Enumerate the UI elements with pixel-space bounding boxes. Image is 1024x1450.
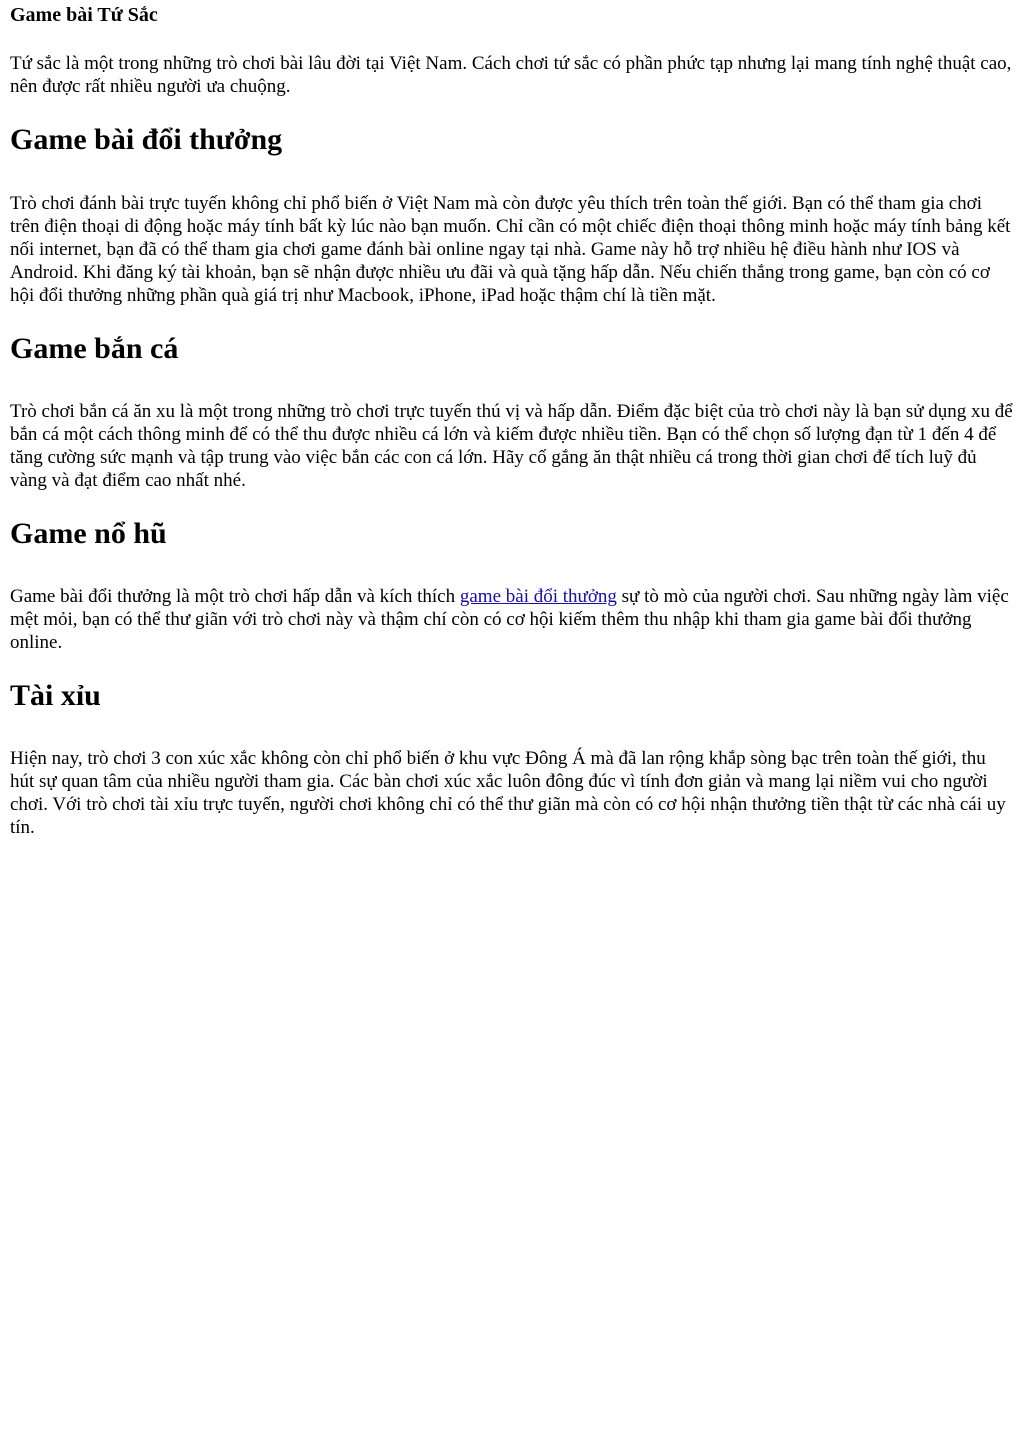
intro-title: Game bài Tứ Sắc: [10, 4, 158, 26]
section-heading-doi-thuong: Game bài đổi thưởng: [10, 123, 283, 156]
section-heading-ban-ca: Game bắn cá: [10, 332, 179, 365]
section-paragraph-tai-xiu: Hiện nay, trò chơi 3 con xúc xắc không còn chỉ phổ biến ở khu vực Đông Á mà đã lan rộng khắp sòng bạc trên toàn thế giới, thu hút sự quan tâm của nhiều người tham gia. Các bàn chơi xúc xắc luôn đông đúc vì tính đơn giản và mang lại niềm vui cho người chơi. Với trò chơi tài xỉu trực tuyến, người chơi không chỉ có thể thư giãn mà còn có cơ hội nhận thưởng tiền thật từ các nhà cái uy tín.: [10, 748, 1006, 838]
section-heading-no-hu: Game nổ hũ: [10, 517, 167, 550]
section-paragraph-doi-thuong: Trò chơi đánh bài trực tuyến không chỉ phổ biến ở Việt Nam mà còn được yêu thích trên toàn thế giới. Bạn có thể tham gia chơi trên điện thoại di động hoặc máy tính bất kỳ lúc nào bạn muốn. Chỉ cần có một chiếc điện thoại thông minh hoặc máy tính bảng kết nối internet, bạn đã có thể tham gia chơi game đánh bài online ngay tại nhà. Game này hỗ trợ nhiều hệ điều hành như IOS và Android. Khi đăng ký tài khoản, bạn sẽ nhận được nhiều ưu đãi và quà tặng hấp dẫn. Nếu chiến thắng trong game, bạn còn có cơ hội đổi thưởng những phần quà giá trị như Macbook, iPhone, iPad hoặc thậm chí là tiền mặt.: [10, 193, 1011, 306]
game-bai-doi-thuong-link[interactable]: game bài đổi thưởng: [459, 586, 617, 607]
no-hu-text-before: Game bài đổi thưởng là một trò chơi hấp dẫn và kích thích: [10, 586, 460, 607]
section-paragraph-ban-ca: Trò chơi bắn cá ăn xu là một trong những trò chơi trực tuyến thú vị và hấp dẫn. Điểm đặc biệt của trò chơi này là bạn sử dụng xu để bắn cá một cách thông minh để có thể thu được nhiều cá lớn và kiếm được nhiều tiền. Bạn có thể chọn số lượng đạn từ 1 đến 4 để tăng cường sức mạnh và tập trung vào việc bắn các con cá lớn. Hãy cố gắng ăn thật nhiều cá trong thời gian chơi để tích luỹ đủ vàng và đạt điểm cao nhất nhé.: [10, 401, 1013, 491]
section-paragraph-no-hu: [10, 585, 1014, 654]
section-heading-tai-xiu: Tài xỉu: [10, 679, 101, 712]
intro-paragraph: Tứ sắc là một trong những trò chơi bài lâu đời tại Việt Nam. Cách chơi tứ sắc có phần phức tạp nhưng lại mang tính nghệ thuật cao, nên được rất nhiều người ưa chuộng.: [10, 53, 1012, 97]
document-page: [0, 2, 1024, 839]
no-hu-text-after: sự tò mò của người chơi. Sau những ngày làm việc mệt mỏi, bạn có thể thư giãn với trò chơi này và thậm chí còn có cơ hội kiếm thêm thu nhập khi tham gia game bài đổi thưởng online.: [10, 586, 1009, 653]
